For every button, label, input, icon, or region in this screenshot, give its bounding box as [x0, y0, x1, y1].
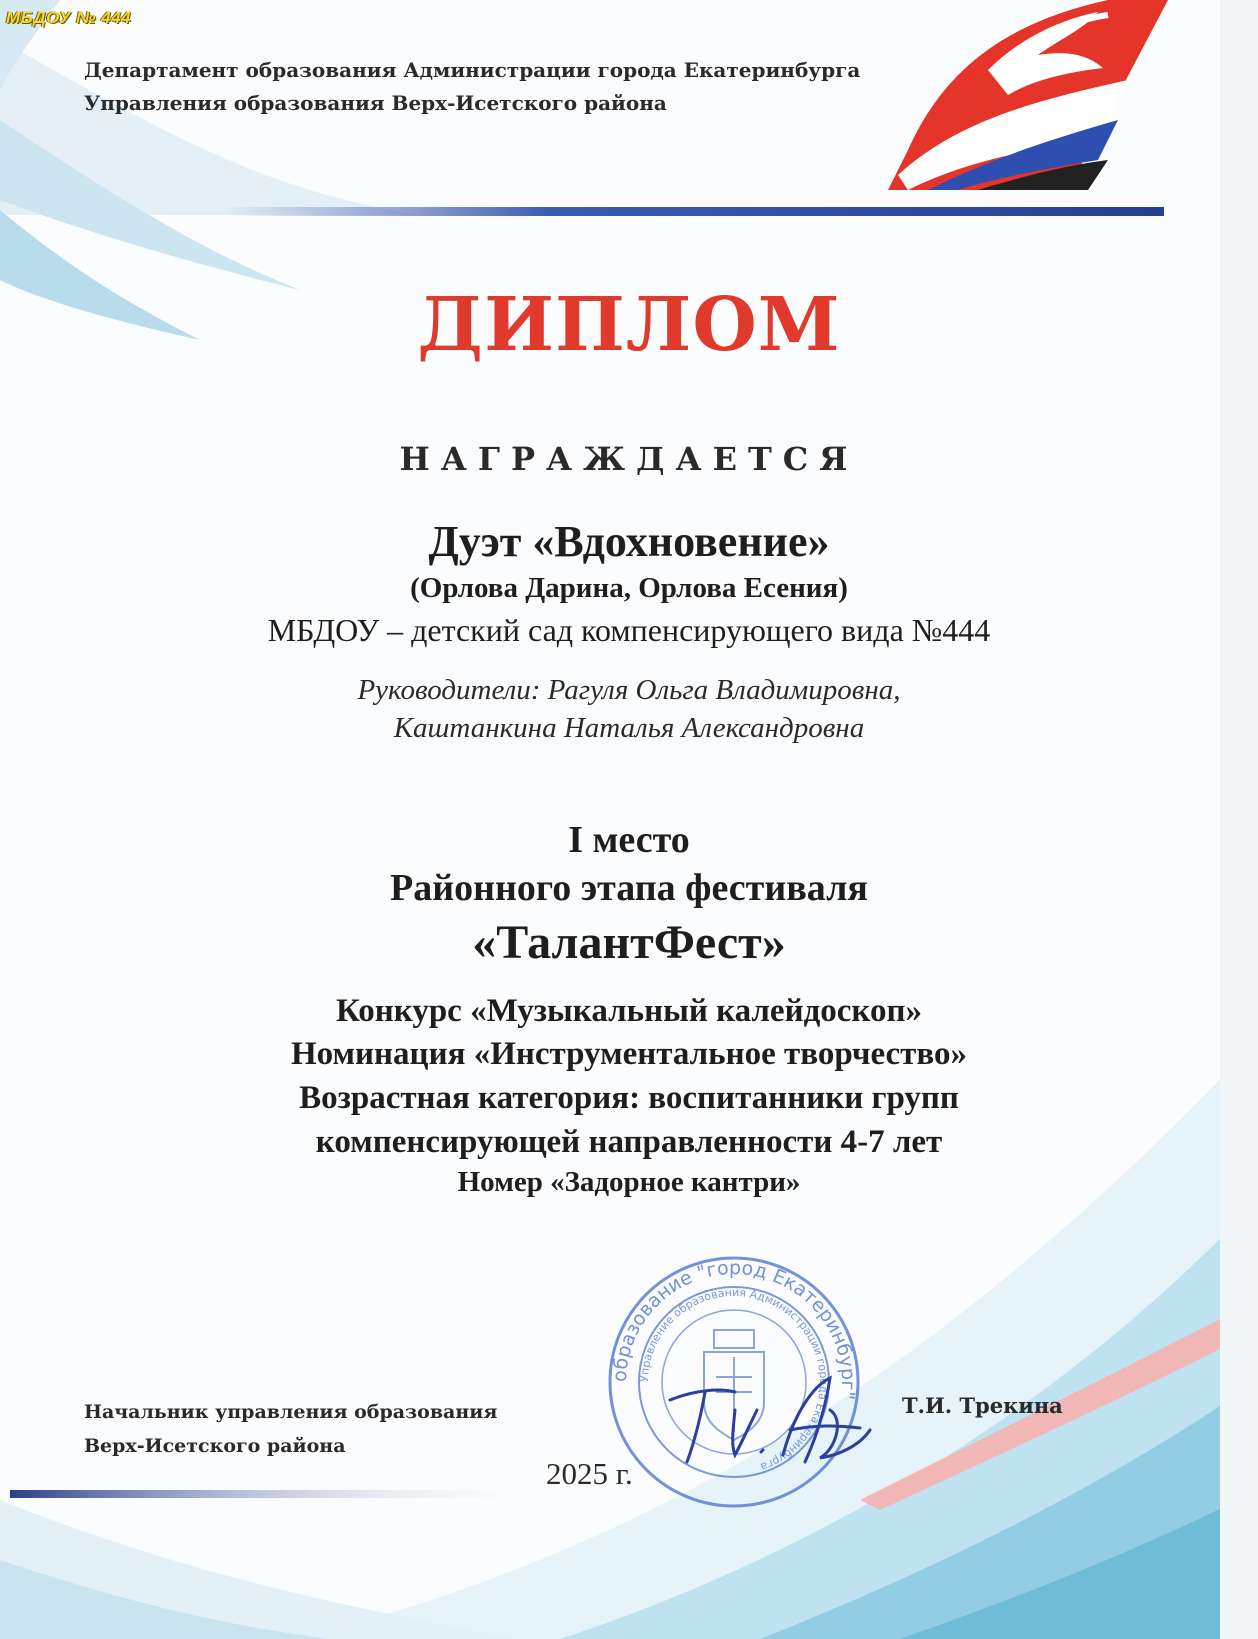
- contest-line: Конкурс «Музыкальный калейдоскоп»: [335, 993, 923, 1029]
- header-line-administration: Управления образования Верх-Исетского района: [84, 91, 667, 115]
- signatory-position-line-1: Начальник управления образования: [84, 1401, 498, 1423]
- badge-label: МБДОУ № 444: [6, 8, 132, 27]
- nomination-line: Номинация «Инструментальное творчество»: [291, 1036, 967, 1072]
- signatory-name: Т.И. Трекина: [902, 1393, 1063, 1418]
- recipient-organization: МБДОУ – детский сад компенсирующего вида №444: [267, 612, 991, 648]
- age-category-line-1: Возрастная категория: воспитанники групп: [299, 1080, 959, 1116]
- header-line-department: Департамент образования Администрации города Екатеринбурга: [84, 58, 861, 82]
- signatory-position-line-2: Верх-Исетского района: [84, 1435, 346, 1457]
- handwritten-signature: [665, 1370, 875, 1470]
- achievement-place: I место: [568, 819, 690, 861]
- stamp-outer-text: образование "город Екатеринбург": [608, 1256, 860, 1401]
- festival-name: «ТалантФест»: [472, 916, 786, 969]
- recipient-members: (Орлова Дарина, Орлова Есения): [410, 572, 848, 604]
- recipient-name: Дуэт «Вдохновение»: [428, 517, 830, 566]
- signatory-position: [84, 1395, 497, 1463]
- awarded-heading: НАГРАЖДАЕТСЯ: [399, 440, 859, 478]
- age-category-line-2: компенсирующей направленности 4-7 лет: [315, 1124, 943, 1160]
- leaders-line-2: Каштанкина Наталья Александровна: [393, 712, 865, 744]
- performance-number: Номер «Задорное кантри»: [457, 1166, 801, 1198]
- achievement-stage: Районного этапа фестиваля: [390, 867, 868, 909]
- header-divider: [222, 207, 1164, 216]
- header-block: [84, 54, 860, 120]
- emblem-logo: [868, 0, 1168, 190]
- leaders-line-1: Руководители: Рагуля Ольга Владимировна,: [357, 674, 901, 706]
- diploma-title: ДИПЛОМ: [417, 282, 841, 368]
- stamp-inner-text: Управление образования Администрации города Екатеринбурга: [637, 1285, 831, 1474]
- issue-year: 2025 г.: [546, 1456, 633, 1491]
